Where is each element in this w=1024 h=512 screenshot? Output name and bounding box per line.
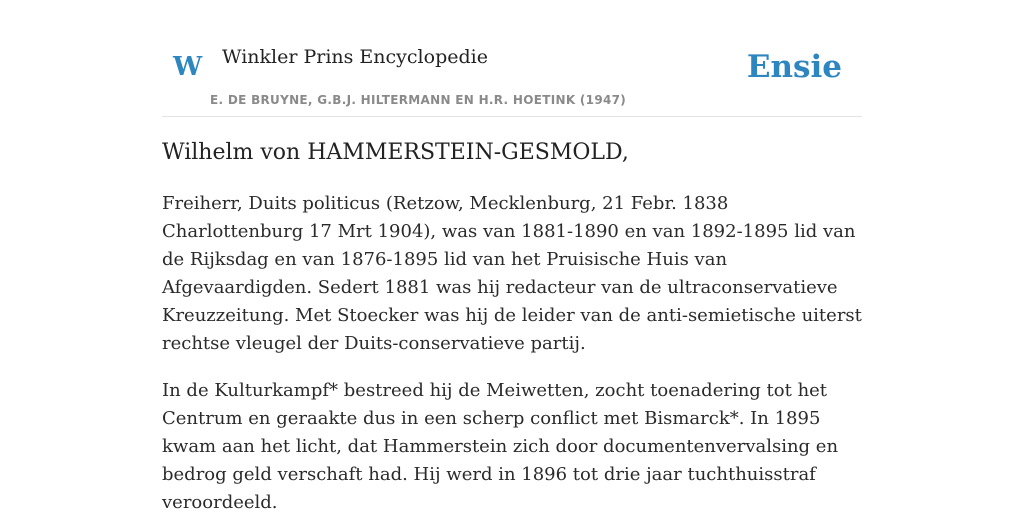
publication-logo[interactable]: W — [173, 52, 203, 82]
article-title: Wilhelm von HAMMERSTEIN-GESMOLD, — [162, 140, 629, 165]
header — [162, 30, 862, 117]
publication-title[interactable]: Winkler Prins Encyclopedie — [222, 46, 488, 68]
article-paragraph: Freiherr, Duits politicus (Retzow, Mecklenburg, 21 Febr. 1838 Charlottenburg 17 Mrt 1904), was van 1881-1890 en van 1892-1895 lid van de Rijksdag en van 1876-1895 lid van het Pruisische Huis van Afgevaardigden. Sedert 1881 was hij redacteur van de ultraconservatieve Kreuzzeitung. Met Stoecker was hij de leider van de anti-semietische uiterst rechtse vleugel der Duits-conservatieve partij. — [162, 193, 862, 355]
publication-authors: E. DE BRUYNE, G.B.J. HILTERMANN EN H.R. HOETINK (1947) — [210, 93, 627, 107]
article — [162, 140, 862, 512]
ensie-logo[interactable]: Ensie — [746, 49, 842, 85]
article-paragraph: In de Kulturkampf* bestreed hij de Meiwetten, zocht toenadering tot het Centrum en geraakte dus in een scherp conflict met Bismarck*. In 1895 kwam aan het licht, dat Hammerstein zich door documentenvervalsing en bedrog geld verschaft had. Hij werd in 1896 tot drie jaar tuchthuisstraf veroordeeld. — [162, 380, 839, 512]
